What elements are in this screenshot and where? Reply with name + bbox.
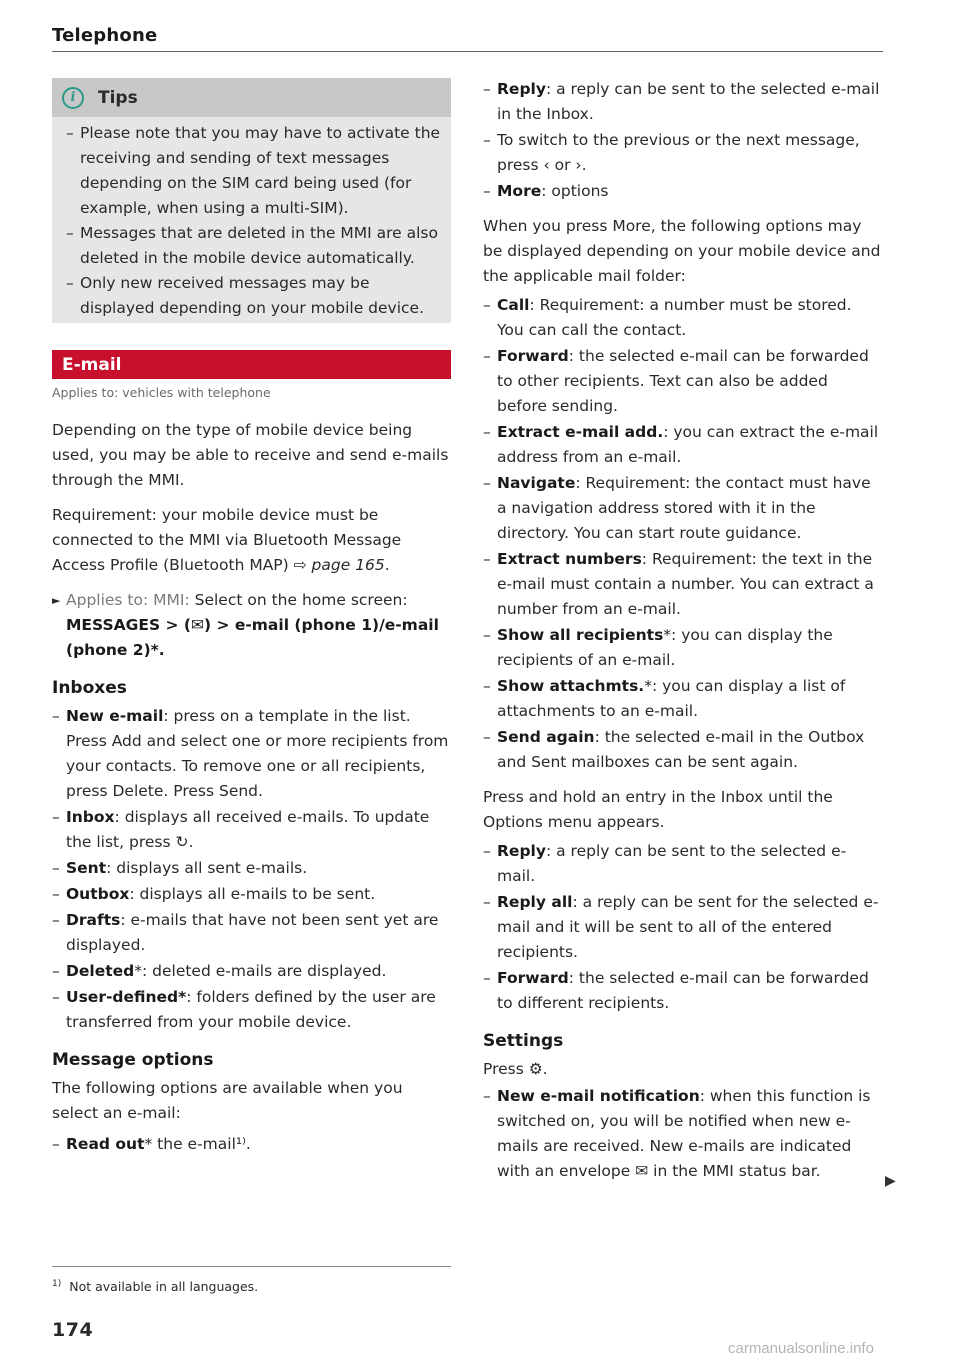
chapter-title: Telephone bbox=[52, 25, 158, 46]
watermark: carmanualsonline.info bbox=[728, 1340, 874, 1357]
list-item: – Send again: the selected e-mail in the Outbox and Sent mailboxes can be sent again. bbox=[483, 725, 882, 775]
tips-title: Tips bbox=[98, 87, 138, 108]
left-column bbox=[52, 78, 451, 1157]
page-header bbox=[52, 25, 883, 52]
list-item: – Call: Requirement: a number must be stored. You can call the contact. bbox=[483, 293, 882, 343]
list-item: – Read out* the e-mail¹⁾. bbox=[52, 1132, 451, 1157]
footnote bbox=[52, 1279, 258, 1294]
applies-note: Applies to: vehicles with telephone bbox=[52, 385, 271, 400]
list-item: – User-defined*: folders defined by the user are transferred from your mobile device. bbox=[52, 985, 451, 1035]
right-column bbox=[483, 76, 882, 1184]
message-options-heading: Message options bbox=[52, 1050, 214, 1070]
message-options-intro: The following options are available when you select an e-mail: bbox=[52, 1079, 403, 1122]
inboxes-heading: Inboxes bbox=[52, 678, 127, 698]
settings-list bbox=[483, 1084, 882, 1184]
more-options-list bbox=[483, 293, 882, 775]
tips-item: – Messages that are deleted in the MMI are also deleted in the mobile device automatically. bbox=[66, 221, 441, 271]
list-item: – Forward: the selected e-mail can be forwarded to other recipients. Text can also be added before sending. bbox=[483, 344, 882, 419]
list-item: – New e-mail: press on a template in the list. Press Add and select one or more recipients from your contacts. To remove one or all recipients, press Delete. Press Send. bbox=[52, 704, 451, 804]
hold-intro: Press and hold an entry in the Inbox until the Options menu appears. bbox=[483, 788, 833, 831]
step-arrow-icon: ► bbox=[52, 594, 61, 607]
footnote-text: Not available in all languages. bbox=[69, 1279, 259, 1295]
step-instruction bbox=[52, 588, 451, 663]
section-title-email: E-mail bbox=[52, 350, 451, 379]
settings-press: Press ⚙. bbox=[483, 1060, 548, 1078]
tips-list bbox=[52, 117, 451, 323]
list-item: – To switch to the previous or the next message, press ‹ or ›. bbox=[483, 128, 882, 178]
footnote-mark: 1) bbox=[52, 1279, 62, 1289]
hold-options-list bbox=[483, 839, 882, 1016]
list-item: – Deleted*: deleted e-mails are displayed. bbox=[52, 959, 451, 984]
continue-arrow-icon: ▶ bbox=[885, 1173, 896, 1189]
more-intro: When you press More, the following options may be displayed depending on your mobile device and the applicable mail folder: bbox=[483, 217, 881, 285]
list-item: – Show all recipients*: you can display the recipients of an e-mail. bbox=[483, 623, 882, 673]
settings-heading: Settings bbox=[483, 1031, 564, 1051]
reply-list bbox=[483, 77, 882, 204]
email-requirement: Requirement: your mobile device must be connected to the MMI via Bluetooth Message Access Profile (Bluetooth MAP) ⇨ page 165. bbox=[52, 506, 402, 574]
step-menu-path: MESSAGES > (✉) > e-mail (phone 1)/e-mail (phone 2)*. bbox=[66, 616, 439, 659]
list-item: – Extract numbers: Requirement: the text in the e-mail must contain a number. You can extract a number from an e-mail. bbox=[483, 547, 882, 622]
tips-item: – Only new received messages may be displayed depending on your mobile device. bbox=[66, 271, 441, 321]
list-item: – Outbox: displays all e-mails to be sent. bbox=[52, 882, 451, 907]
list-item: – Drafts: e-mails that have not been sent yet are displayed. bbox=[52, 908, 451, 958]
list-item: – Extract e-mail add.: you can extract the e-mail address from an e-mail. bbox=[483, 420, 882, 470]
page-number: 174 bbox=[52, 1319, 94, 1341]
list-item: – Navigate: Requirement: the contact must have a navigation address stored with it in the directory. You can start route guidance. bbox=[483, 471, 882, 546]
list-item: – More: options bbox=[483, 179, 882, 204]
email-intro: Depending on the type of mobile device being used, you may be able to receive and send e-mails through the MMI. bbox=[52, 421, 449, 489]
list-item: – Reply: a reply can be sent to the selected e-mail. bbox=[483, 839, 882, 889]
list-item: – Forward: the selected e-mail can be forwarded to different recipients. bbox=[483, 966, 882, 1016]
tips-box bbox=[52, 78, 451, 323]
list-item: – New e-mail notification: when this function is switched on, you will be notified when new e-mails are received. New e-mails are indicated with an envelope ✉ in the MMI status bar. bbox=[483, 1084, 882, 1184]
footnote-divider bbox=[52, 1266, 451, 1267]
step-applies: Applies to: MMI: bbox=[66, 591, 190, 609]
list-item: – Sent: displays all sent e-mails. bbox=[52, 856, 451, 881]
list-item: – Inbox: displays all received e-mails. To update the list, press ↻. bbox=[52, 805, 451, 855]
step-text: Select on the home screen: bbox=[189, 591, 408, 609]
info-icon: i bbox=[62, 87, 84, 109]
tips-header bbox=[52, 78, 451, 117]
list-item: – Reply: a reply can be sent to the selected e-mail in the Inbox. bbox=[483, 77, 882, 127]
requirement-text: Requirement: your mobile device must be connected to the MMI via Bluetooth Message Access Profile (Bluetooth MAP) bbox=[52, 506, 402, 574]
list-item: – Reply all: a reply can be sent for the selected e-mail and it will be sent to all of the entered recipients. bbox=[483, 890, 882, 965]
tips-item: – Please note that you may have to activate the receiving and sending of text messages depending on the SIM card being used (for example, when using a multi-SIM). bbox=[66, 121, 441, 221]
inboxes-list bbox=[52, 704, 451, 1035]
list-item: – Show attachmts.*: you can display a list of attachments to an e-mail. bbox=[483, 674, 882, 724]
page-reference-link[interactable]: ⇨ page 165 bbox=[293, 556, 385, 574]
